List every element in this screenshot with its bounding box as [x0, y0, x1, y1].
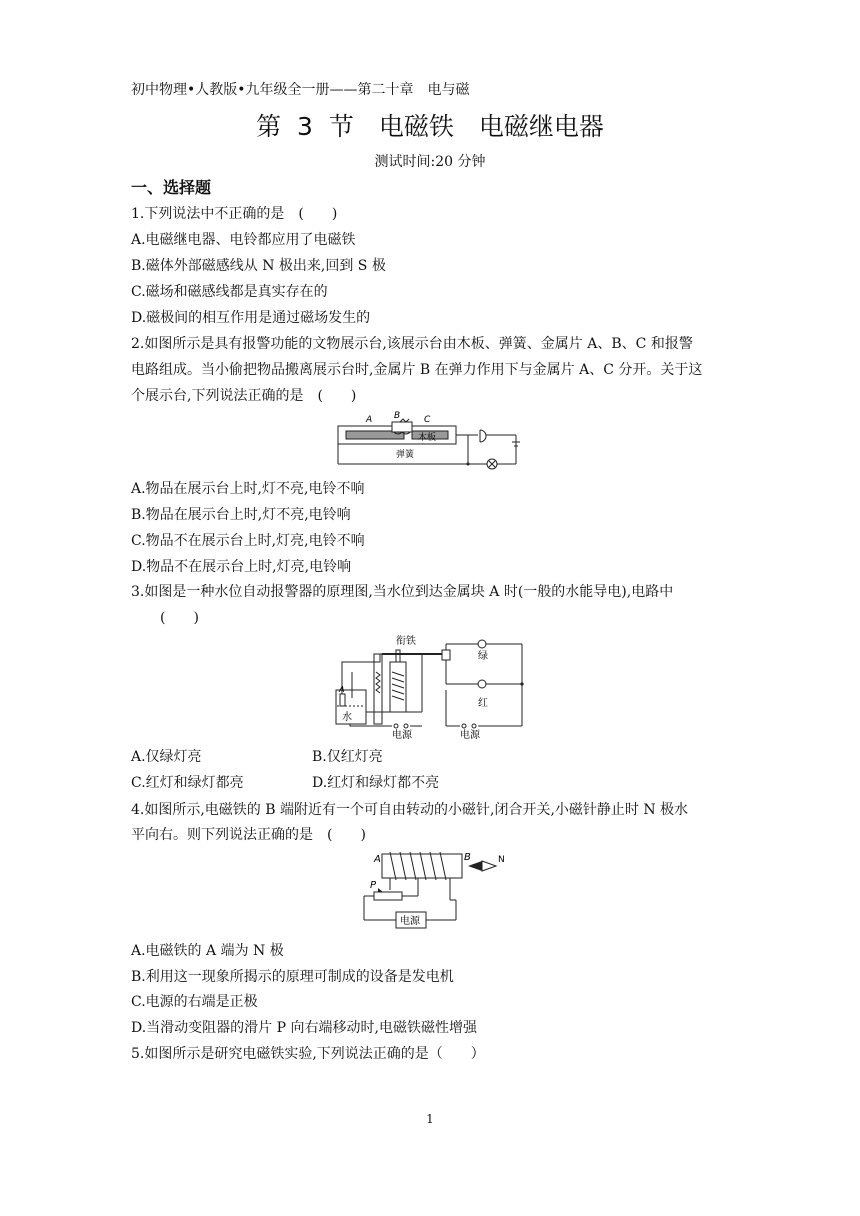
q2-stem-line-1: 2.如图所示是具有报警功能的文物展示台,该展示台由木板、弹簧、金属片 A、B、C 和报警 [131, 336, 693, 352]
q3-water-label: 水 [342, 712, 352, 723]
q2-option-b: B.物品在展示台上时,灯不亮,电铃响 [131, 507, 351, 523]
q2-stem-line-3: 个展示台,下列说法正确的是 ( ) [131, 388, 357, 404]
q3-water-alarm-figure [330, 632, 530, 742]
q1-option-a: A.电磁继电器、电铃都应用了电磁铁 [131, 232, 356, 248]
q1-option-b: B.磁体外部磁感线从 N 极出来,回到 S 极 [131, 258, 386, 274]
q4-electromagnet-figure [360, 848, 510, 932]
q3-option-b: B.仅红灯亮 [312, 749, 383, 765]
q2-alarm-display-figure [330, 408, 530, 474]
q2-stem-line-2: 电路组成。当小偷把物品搬离展示台时,金属片 B 在弹力作用下与金属片 A、C 分开。关于这 [131, 362, 703, 378]
q4-option-c: C.电源的右端是正极 [131, 994, 258, 1010]
q3-green-label: 绿 [478, 651, 488, 662]
q3-power-label-2: 电源 [460, 730, 480, 741]
q4-label-n: N [498, 855, 505, 865]
q2-option-d: D.物品不在展示台上时,灯亮,电铃响 [131, 559, 352, 575]
test-time: 测试时间:20 分钟 [374, 154, 486, 170]
q3-stem-line-1: 3.如图是一种水位自动报警器的原理图,当水位到达金属块 A 时(一般的水能导电),电路中 [131, 584, 674, 600]
q3-option-c: C.红灯和绿灯都亮 [131, 775, 244, 791]
document-header: 初中物理•人教版•九年级全一册——第二十章 电与磁 [131, 82, 470, 98]
q2-board-label: 木板 [418, 433, 437, 443]
q2-label-a: A [366, 415, 373, 425]
q5-stem: 5.如图所示是研究电磁铁实验,下列说法正确的是（ ） [131, 1046, 485, 1062]
q4-option-b: B.利用这一现象所揭示的原理可制成的设备是发电机 [131, 969, 454, 985]
q3-option-a: A.仅绿灯亮 [131, 749, 202, 765]
q4-option-a: A.电磁铁的 A 端为 N 极 [131, 943, 284, 959]
q2-label-b: B [394, 411, 401, 421]
q2-option-a: A.物品在展示台上时,灯不亮,电铃不响 [131, 481, 365, 497]
q2-option-c: C.物品不在展示台上时,灯亮,电铃不响 [131, 533, 365, 549]
q4-stem-line-1: 4.如图所示,电磁铁的 B 端附近有一个可自由转动的小磁针,闭合开关,小磁针静止时 N 极水 [131, 802, 689, 818]
q3-power-label-1: 电源 [392, 730, 412, 741]
q3-armature-label: 衔铁 [396, 636, 416, 647]
page-title: 第 3 节 电磁铁 电磁继电器 [256, 112, 604, 141]
q3-red-label: 红 [478, 698, 488, 709]
q4-label-a: A [374, 854, 381, 865]
q4-option-d: D.当滑动变阻器的滑片 P 向右端移动时,电磁铁磁性增强 [131, 1020, 477, 1036]
q4-label-p: P [370, 880, 377, 891]
section-heading: 一、选择题 [131, 178, 212, 197]
q3-stem-line-2: ( ) [160, 610, 199, 626]
q4-stem-line-2: 平向右。则下列说法正确的是 ( ) [131, 827, 366, 843]
q1-stem: 1.下列说法中不正确的是 ( ) [131, 206, 338, 222]
q2-label-c: C [424, 415, 431, 425]
q2-spring-label: 弹簧 [396, 450, 415, 460]
q3-label-a: A [339, 685, 345, 694]
page-number: 1 [426, 1112, 434, 1126]
q1-option-c: C.磁场和磁感线都是真实存在的 [131, 284, 328, 300]
q4-label-b: B [464, 852, 471, 863]
q3-option-d: D.红灯和绿灯都不亮 [312, 775, 440, 791]
q4-power-label: 电源 [400, 916, 420, 927]
q1-option-d: D.磁极间的相互作用是通过磁场发生的 [131, 310, 371, 326]
